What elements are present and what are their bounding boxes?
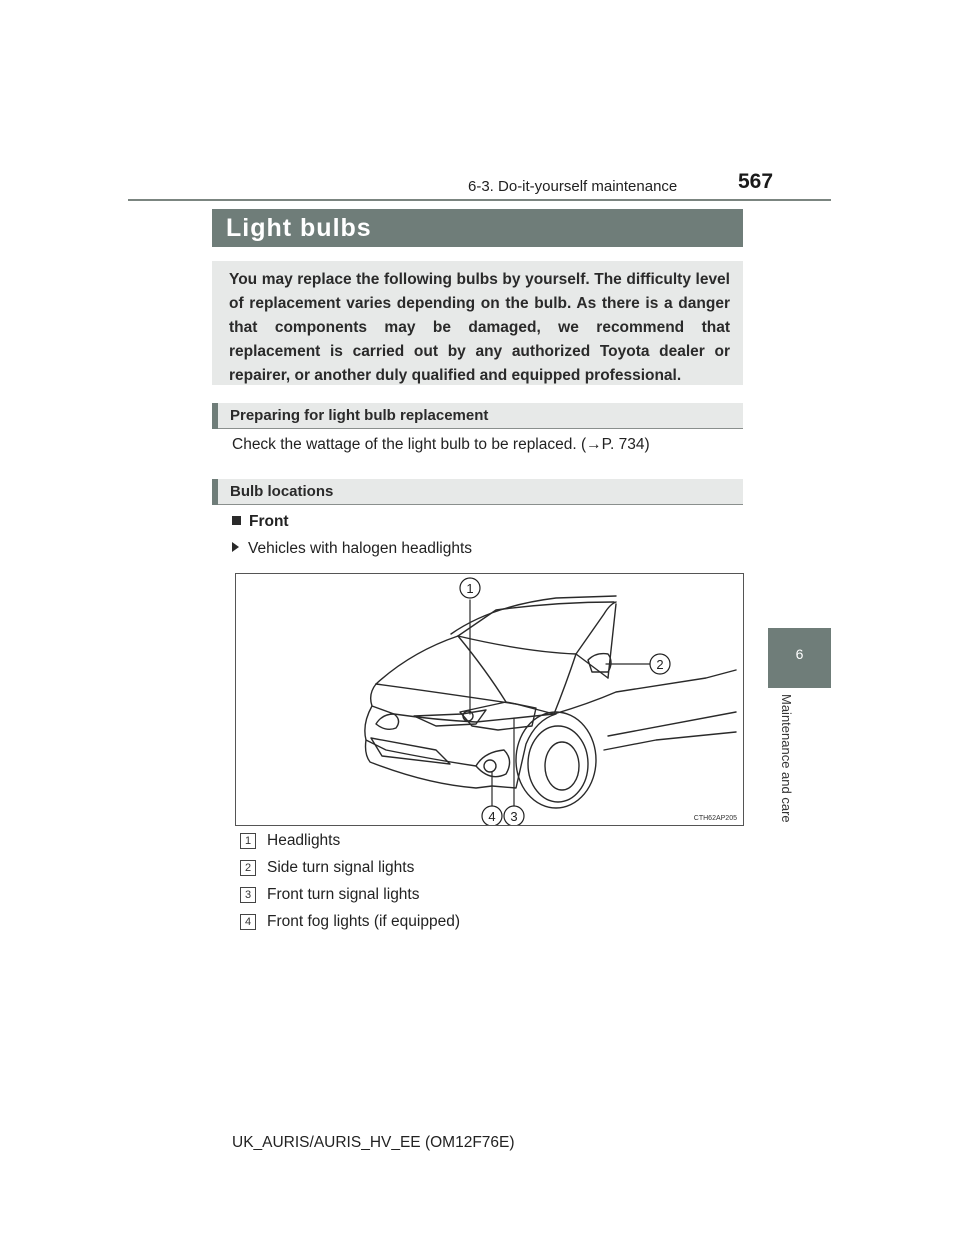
- legend-label: Side turn signal lights: [267, 859, 415, 876]
- hood-left: [376, 636, 458, 684]
- subheading-bulb-locations: [212, 479, 743, 505]
- square-bullet-icon: [232, 516, 241, 525]
- subheading-accent: [212, 403, 218, 429]
- car-illustration-svg: [236, 574, 743, 825]
- vehicle-variant: [232, 539, 472, 559]
- windshield-top: [458, 602, 614, 636]
- preparing-text: Check the wattage of the light bulb to be replaced. (→P. 734): [232, 436, 650, 453]
- side-skirt: [604, 732, 736, 750]
- callout-1: 1: [466, 581, 474, 596]
- bumper-lower: [366, 740, 493, 788]
- subheading-bulb-locations-text: Bulb locations: [230, 483, 334, 500]
- callout-3: 3: [510, 809, 518, 824]
- header-rule: [128, 199, 831, 201]
- legend-label: Front turn signal lights: [267, 886, 420, 903]
- hood-right: [554, 654, 576, 714]
- hood-front: [376, 684, 554, 714]
- legend-number: 1: [240, 833, 256, 849]
- subheading-preparing-text: Preparing for light bulb replacement: [230, 407, 489, 424]
- fog-light-housing: [476, 750, 510, 777]
- fog-light: [484, 760, 496, 772]
- body-shoulder: [554, 670, 736, 714]
- legend-number: 4: [240, 914, 256, 930]
- side-crease: [608, 712, 736, 736]
- front-rim: [545, 742, 579, 790]
- car-front-illustration: [235, 573, 744, 826]
- callout-2: 2: [656, 657, 664, 672]
- legend-number: 2: [240, 860, 256, 876]
- page-number: 567: [738, 170, 774, 193]
- figure-code: CTH62AP205: [693, 815, 737, 822]
- windshield-edge: [458, 602, 616, 654]
- hood-crease: [458, 636, 506, 702]
- front-label: [232, 512, 289, 532]
- chapter-tab-number: 6: [795, 646, 804, 662]
- page-title: Light bulbs: [226, 214, 372, 242]
- legend-number: 3: [240, 887, 256, 903]
- legend-label: Front fog lights (if equipped): [267, 913, 460, 930]
- side-mirror: [588, 654, 611, 672]
- chapter-tab-label: Maintenance and care: [779, 694, 794, 823]
- subheading-accent: [212, 479, 218, 505]
- front-label-text: Front: [249, 513, 289, 530]
- callout-4: 4: [488, 809, 496, 824]
- triangle-bullet-icon: [232, 542, 239, 552]
- emblem: [376, 714, 399, 729]
- section-label: 6-3. Do-it-yourself maintenance: [468, 178, 678, 195]
- subheading-preparing: [212, 403, 743, 429]
- vehicle-variant-text: Vehicles with halogen headlights: [248, 540, 473, 557]
- headlight-housing: [460, 702, 536, 730]
- intro-text: You may replace the following bulbs by yourself. The difficulty level of replacement varies depending on the bulb. As there is a danger that components may be damaged, we recommend that replacement is carried out by any authorized Toyota dealer or repairer, or another duly qualified and equipped professional.: [212, 261, 743, 385]
- legend-label: Headlights: [267, 832, 341, 849]
- door-line: [608, 604, 616, 678]
- footer-model-code: UK_AURIS/AURIS_HV_EE (OM12F76E): [232, 1134, 515, 1151]
- bumper-upper: [365, 706, 476, 766]
